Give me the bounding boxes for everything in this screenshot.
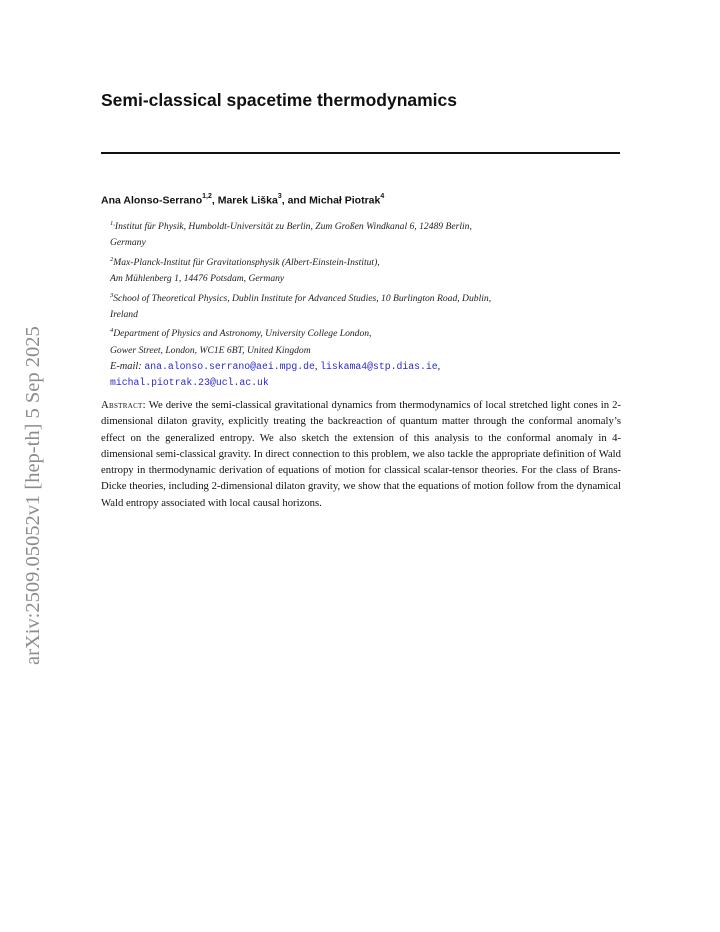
author-affil-sup: 4 bbox=[380, 193, 385, 200]
email-separator: , bbox=[314, 361, 321, 373]
email-link[interactable]: michal.piotrak.23@ucl.ac.uk bbox=[110, 377, 269, 389]
affiliation-sup: 2 bbox=[110, 255, 114, 263]
arxiv-identifier-text: arXiv:2509.05052v1 [hep-th] 5 Sep 2025 bbox=[22, 326, 44, 665]
author-separator: , and bbox=[281, 194, 310, 207]
affiliation-line: Institut für Physik, Humboldt-Universität zu Berlin, Zum Großen Windkanal 6, 12489 Berlin, bbox=[114, 221, 472, 233]
affiliation-line: Gower Street, London, WC1E 6BT, United Kingdom bbox=[110, 344, 311, 356]
affiliation-1 bbox=[110, 216, 622, 252]
email-separator: , bbox=[437, 361, 441, 373]
affiliation-line: Am Mühlenberg 1, 14476 Potsdam, Germany bbox=[110, 273, 285, 285]
affiliation-line: Max-Planck-Institut für Gravitationsphysik (Albert-Einstein-Institut), bbox=[113, 256, 380, 268]
email-link[interactable]: liskama4@stp.dias.ie bbox=[320, 361, 438, 373]
abstract-heading: Abstract: bbox=[101, 399, 146, 411]
affiliation-3 bbox=[110, 288, 622, 324]
affiliation-line: Ireland bbox=[110, 309, 138, 321]
email-link[interactable]: ana.alonso.serrano@aei.mpg.de bbox=[144, 361, 315, 373]
author-list bbox=[101, 194, 621, 207]
affiliation-sup: 3 bbox=[110, 291, 114, 299]
author-affil-sup: 3 bbox=[277, 193, 282, 200]
abstract-text: We derive the semi-classical gravitational dynamics from thermodynamics of local stretched light cones in 2-dimensional dilaton gravity, explicitly treating the backreaction of quantum matter through the conformal anomaly’s effect on the generalized entropy. We also sketch the extension of this analysis to the conformal anomaly in 4-dimensional semi-classical gravity. In direct connection to this problem, we also tackle the appropriate definition of Wald entropy in thermodynamic derivation of equations of motion for classical scalar-tensor theories. For the class of Brans-Dicke theories, including 2-dimensional dilaton gravity, we show that the equations of motion follow from the dynamical Wald entropy associated with local causal horizons. bbox=[101, 399, 621, 509]
affiliation-sup: 4 bbox=[110, 327, 114, 335]
abstract bbox=[101, 397, 621, 511]
author-name: Marek Liška bbox=[217, 194, 278, 207]
affiliation-2 bbox=[110, 252, 622, 288]
arxiv-identifier bbox=[22, 326, 52, 666]
affiliation-list bbox=[110, 216, 622, 391]
email-label: E-mail: bbox=[110, 361, 142, 373]
author-name: Michał Piotrak bbox=[309, 194, 381, 207]
author-affil-sup: 1,2 bbox=[202, 193, 212, 200]
paper-title: Semi-classical spacetime thermodynamics bbox=[101, 90, 458, 110]
author-name: Ana Alonso-Serrano bbox=[101, 194, 203, 207]
affiliation-line: School of Theoretical Physics, Dublin Institute for Advanced Studies, 10 Burlington Road, Dublin, bbox=[113, 292, 492, 304]
title-rule bbox=[101, 152, 620, 154]
affiliation-line: Department of Physics and Astronomy, University College London, bbox=[113, 328, 372, 340]
affiliation-sup: 1, bbox=[110, 220, 115, 227]
affiliation-line: Germany bbox=[110, 237, 146, 249]
author-separator: , bbox=[211, 194, 218, 207]
affiliation-4 bbox=[110, 323, 622, 359]
email-block bbox=[110, 359, 622, 391]
